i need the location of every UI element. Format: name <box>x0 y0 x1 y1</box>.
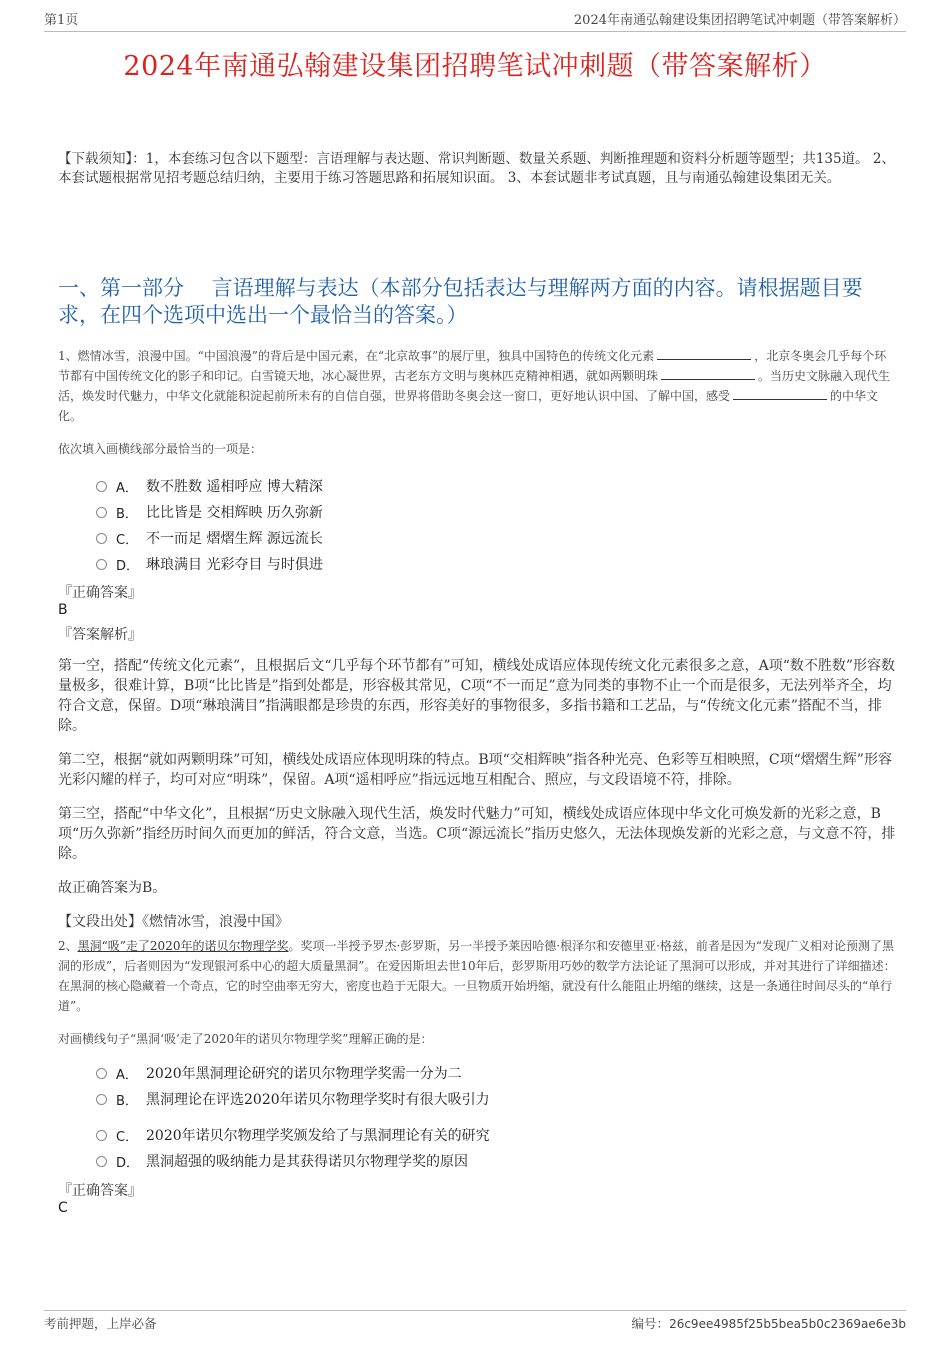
radio-icon[interactable] <box>96 1156 107 1167</box>
option-a[interactable]: A． 2020年黑洞理论研究的诺贝尔物理学奖需一分为二 <box>96 1060 490 1086</box>
question-1-ask: 依次填入画横线部分最恰当的一项是： <box>58 442 263 456</box>
answer-label: 『正确答案』 <box>58 1183 142 1199</box>
question-2-options <box>96 1060 490 1174</box>
page-number: 第1页 <box>44 13 79 28</box>
question-1-options <box>96 473 323 577</box>
analysis-source: 【文段出处】《燃情冰雪，浪漫中国》 <box>58 914 289 930</box>
question-2-text: 2、黑洞“吸”走了2020年的诺贝尔物理学奖。奖项一半授予罗杰·彭罗斯，另一半授予莱因哈德·根泽尔和安德里亚·格兹，前者是因为“发现广义相对论预测了黑洞的形成”，后者则因为“发现银河系中心的超大质量黑洞”。在爱因斯坦去世10年后，彭罗斯用巧妙的数学方法论证了黑洞可以形成，并对其进行了详细描述：在黑洞的核心隐藏着一个奇点，它的时空曲率无穷大，密度也趋于无限大。一旦物质开始坍缩，就没有什么能阻止坍缩的继续，这是一条通往时间尽头的“单行道”。 <box>58 939 896 1013</box>
download-notice: 【下载须知】：1，本套练习包含以下题型：言语理解与表达题、常识判断题、数量关系题、判断推理题和资料分析题等题型；共135道。 2、本套试题根据常见招考题总结归纳，主要用于练习答题思路和拓展知识面。 3、本套试题非考试真题，且与南通弘翰建设集团无关。 <box>58 151 895 186</box>
fill-blank <box>661 368 755 380</box>
option-a[interactable]: A． 数不胜数 遥相呼应 博大精深 <box>96 473 323 499</box>
section-heading: 一、第一部分 言语理解与表达（本部分包括表达与理解两方面的内容。请根据题目要求，在四个选项中选出一个最恰当的答案。） <box>58 276 863 327</box>
radio-icon[interactable] <box>96 1094 107 1105</box>
radio-icon[interactable] <box>96 1068 107 1079</box>
option-d[interactable]: D． 黑洞超强的吸纳能力是其获得诺贝尔物理学奖的原因 <box>96 1148 490 1174</box>
radio-icon[interactable] <box>96 533 107 544</box>
page-footer <box>44 1310 906 1332</box>
radio-icon[interactable] <box>96 1130 107 1141</box>
option-b[interactable]: B． 比比皆是 交相辉映 历久弥新 <box>96 499 323 525</box>
option-b[interactable]: B． 黑洞理论在评选2020年诺贝尔物理学奖时有很大吸引力 <box>96 1086 490 1112</box>
footer-code: 编号：26c9ee4985f25b5bea5b0c2369ae6e3b <box>631 1316 906 1331</box>
answer-value: C <box>58 1200 68 1216</box>
page-title: 2024年南通弘翰建设集团招聘笔试冲刺题（带答案解析） <box>123 51 827 82</box>
radio-icon[interactable] <box>96 481 107 492</box>
question-2-ask: 对画横线句子“黑洞‘吸’走了2020年的诺贝尔物理学奖”理解正确的是： <box>58 1032 433 1046</box>
question-1-text: 1、燃情冰雪，浪漫中国。“中国浪漫”的背后是中国元素，在“北京故事”的展厅里，独具中国特色的传统文化元素 ，北京冬奥会几乎每个环节都有中国传统文化的影子和印记。白雪镜天地，冰心凝世界，古老东方文明与奥林匹克精神相遇，就如两颗明珠 。当历史文脉融入现代生活，焕发时代魅力，中华文化就能积淀起前所未有的自信自强，世界将借助冬奥会这一窗口，更好地认识中国、了解中国，感受 的中华文化。 <box>58 349 891 423</box>
underlined-sentence[interactable]: 黑洞“吸”走了2020年的诺贝尔物理学奖 <box>77 939 289 953</box>
analysis-paragraph: 第一空，搭配“传统文化元素”，且根据后文“几乎每个环节都有”可知，横线处成语应体现传统文化元素很多之意，A项“数不胜数”形容数量极多，很难计算，B项“比比皆是”指到处都是，形容极其常见，C项“不一而足”意为同类的事物不止一个而是很多，无法列举齐全，均符合文意，保留。D项“琳琅满目”指满眼都是珍贵的东西，形容美好的事物很多，多指书籍和工艺品，与“传统文化元素”搭配不当，排除。 <box>58 658 896 734</box>
option-d[interactable]: D． 琳琅满目 光彩夺目 与时俱进 <box>96 551 323 577</box>
analysis-paragraph: 第三空，搭配“中华文化”，且根据“历史文脉融入现代生活，焕发时代魅力”可知，横线处成语应体现中华文化可焕发新的光彩之意，B项“历久弥新”指经历时间久而更加的鲜活，符合文意，当选。C项“源远流长”指历史悠久，无法体现焕发新的光彩之意，与文意不符，排除。 <box>58 806 896 862</box>
question-1 <box>58 346 898 457</box>
answer-value: B <box>58 602 68 618</box>
question-2 <box>58 936 898 1047</box>
footer-slogan: 考前押题，上岸必备 <box>44 1316 157 1331</box>
analysis-conclusion: 故正确答案为B。 <box>58 880 167 896</box>
fill-blank <box>657 348 751 360</box>
page-header <box>44 12 906 32</box>
option-c[interactable]: C． 不一而足 熠熠生辉 源远流长 <box>96 525 323 551</box>
option-c[interactable]: C． 2020年诺贝尔物理学奖颁发给了与黑洞理论有关的研究 <box>96 1122 490 1148</box>
analysis-label: 『答案解析』 <box>58 627 142 643</box>
answer-label: 『正确答案』 <box>58 585 142 601</box>
answer-analysis <box>58 656 898 946</box>
analysis-paragraph: 第二空，根据“就如两颗明珠”可知，横线处成语应体现明珠的特点。B项“交相辉映”指各种光亮、色彩等互相映照，C项“熠熠生辉”形容光彩闪耀的样子，均可对应“明珠”，保留。A项“遥相呼应”指远远地互相配合、照应，与文段语境不符，排除。 <box>58 752 892 788</box>
radio-icon[interactable] <box>96 559 107 570</box>
radio-icon[interactable] <box>96 507 107 518</box>
fill-blank <box>733 388 827 400</box>
header-doc-title: 2024年南通弘翰建设集团招聘笔试冲刺题（带答案解析） <box>573 13 906 28</box>
